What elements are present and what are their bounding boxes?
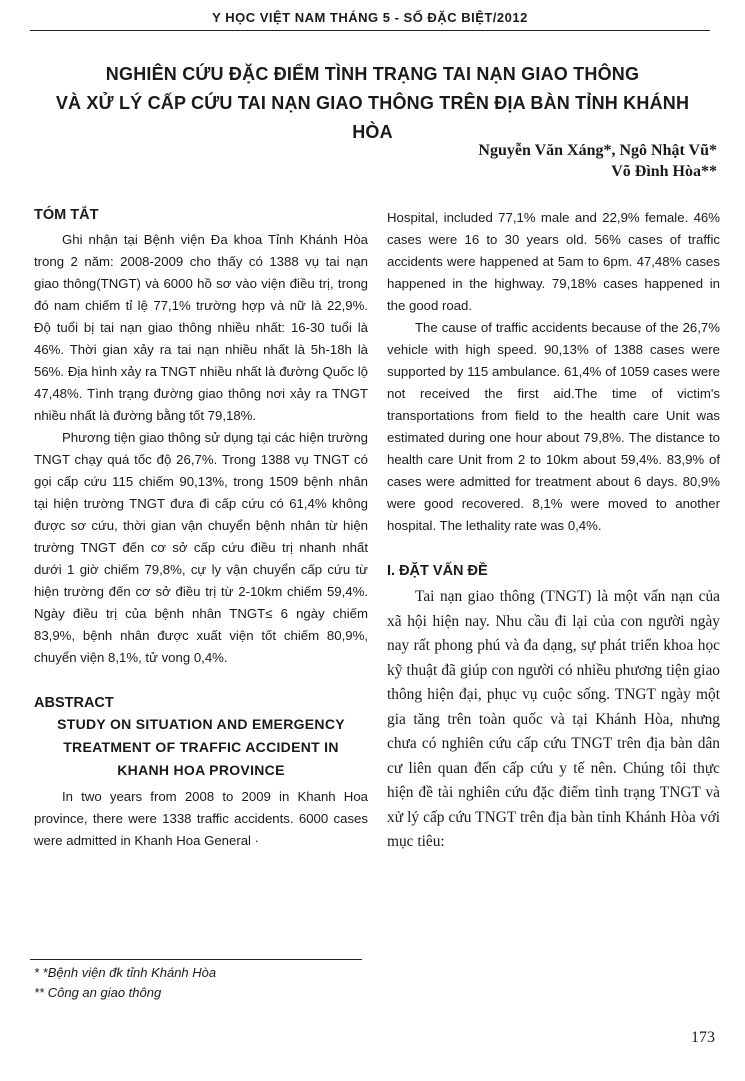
summary-paragraph-1: Ghi nhận tại Bệnh viện Đa khoa Tỉnh Khánh Hòa trong 2 năm: 2008-2009 cho thấy có 1388 vụ tai nạn giao thông(TNGT) và 6000 hồ sơ vào viện điều trị, trong đó nam chiếm tỉ lệ 77,1% trường hợp và nữ là 22,9%. Độ tuổi bị tai nạn giao thông nhiều nhất: 16-30 tuổi là 46%. Thời gian xảy ra tai nạn nhiều nhất là 5h-18h là 56%. Địa hình xảy ra TNGT nhiều nhất là đường Quốc lộ 47,48%. Tình trạng đường giao thông nơi xảy ra TNGT nhiều nhất là đường bằng tốt 79,18%.	[34, 232, 368, 423]
footnotes	[34, 963, 364, 1003]
journal-header: Y HỌC VIỆT NAM THÁNG 5 - SỐ ĐẶC BIỆT/2012	[212, 10, 528, 25]
abstract-heading: ABSTRACT	[34, 695, 114, 711]
author-list	[357, 140, 717, 182]
right-column	[387, 207, 720, 855]
abstract-title-line-2: TREATMENT OF TRAFFIC ACCIDENT IN	[63, 739, 339, 755]
introduction-paragraph-1: Tai nạn giao thông (TNGT) là một vấn nạn của xã hội hiện nay. Nhu cầu đi lại của con người ngày nay rất phong phú và đa dạng, sự phát triển khoa học kỹ thuật đã giúp con người có nhiều phương tiện giao thông hiện đại, phục vụ cuộc sống. TNGT ngày một gia tăng trên toàn quốc và tại Khánh Hòa, nhưng chưa có nghiên cứu cấp cứu TNGT trên địa bàn dân cư liên quan đến cấp cứu y tế nên. Chúng tôi thực hiện đề tài nghiên cứu đặc điểm tình trạng TNGT và xử lý cấp cứu TNGT trên địa bàn tỉnh Khánh Hòa với mục tiêu:	[387, 588, 720, 850]
authors-line-1: Nguyễn Văn Xáng*, Ngô Nhật Vũ*	[478, 142, 717, 159]
footnote-1: * *Bệnh viện đk tỉnh Khánh Hòa	[34, 965, 217, 980]
summary-paragraph-2: Phương tiện giao thông sử dụng tại các hiện trường TNGT chạy quá tốc độ 26,7%. Trong 1388 vụ TNGT có gọi cấp cứu 115 chiếm 90,13%, trong 1509 bệnh nhân tại hiện trường TNGT đưa đi cấp cứu có 61,4% không được sơ cứu, thời gian vận chuyển bệnh nhân từ hiện trường TNGT đến cơ sở cấp cứu điều trị nhanh nhất dưới 1 giờ chiếm 79,8%, cự ly vận chuyển cấp cứu từ hiện trường đến cơ sở điều trị từ 2-10km chiếm 59,4%. Ngày điều trị của bệnh nhân TNGT≤ 6 ngày chiếm 83,9%, bệnh nhân được xuất viện tốt chiếm 80,9%, chuyển viện 8,1%, tử vong 0,4%.	[34, 430, 368, 665]
title-line-1: NGHIÊN CỨU ĐẶC ĐIỂM TÌNH TRẠNG TAI NẠN GIAO THÔNG	[105, 64, 640, 84]
abstract-paragraph-1-start: In two years from 2008 to 2009 in Khanh Hoa province, there were 1338 traffic accidents. 6000 cases were admitted in Khanh Hoa General ·	[34, 789, 368, 848]
summary-heading: TÓM TẮT	[34, 207, 99, 223]
header-divider	[30, 30, 710, 31]
footnote-divider	[30, 959, 362, 960]
page-number: 173	[691, 1029, 715, 1046]
abstract-title	[34, 713, 368, 782]
abstract-title-line-1: STUDY ON SITUATION AND EMERGENCY	[57, 716, 345, 732]
left-column	[34, 207, 368, 852]
footnote-2: ** Công an giao thông	[34, 985, 162, 1000]
abstract-title-line-3: KHANH HOA PROVINCE	[117, 762, 285, 778]
article-title	[40, 60, 705, 147]
authors-line-2: Võ Đình Hòa**	[611, 163, 717, 180]
abstract-paragraph-2: The cause of traffic accidents because of the 26,7% vehicle with high speed. 90,13% of 1388 cases were supported by 115 ambulance. 61,4% of 1059 cases were not received the first aid.The time of victim's transportations from field to the health care Unit was estimated during one hour about 79,8%. The distance to health care Unit from 2 to 10km about 59,4%. 83,9% of cases were admitted for treatment about 6 days. 80,9% were good recovered. 8,1% were moved to another hospital. The lethality rate was 0,4%.	[387, 320, 720, 533]
introduction-heading: I. ĐẶT VẤN ĐỀ	[387, 563, 488, 579]
abstract-paragraph-1-continued: Hospital, included 77,1% male and 22,9% female. 46% cases were 16 to 30 years old. 56% cases of traffic accidents were happened at 5am to 6pm. 47,48% cases happened in the highway. 79,18% cases happened in the good road.	[387, 210, 720, 313]
title-line-2: VÀ XỬ LÝ CẤP CỨU TAI NẠN GIAO THÔNG TRÊN ĐỊA BÀN TỈNH KHÁNH HÒA	[55, 93, 690, 142]
